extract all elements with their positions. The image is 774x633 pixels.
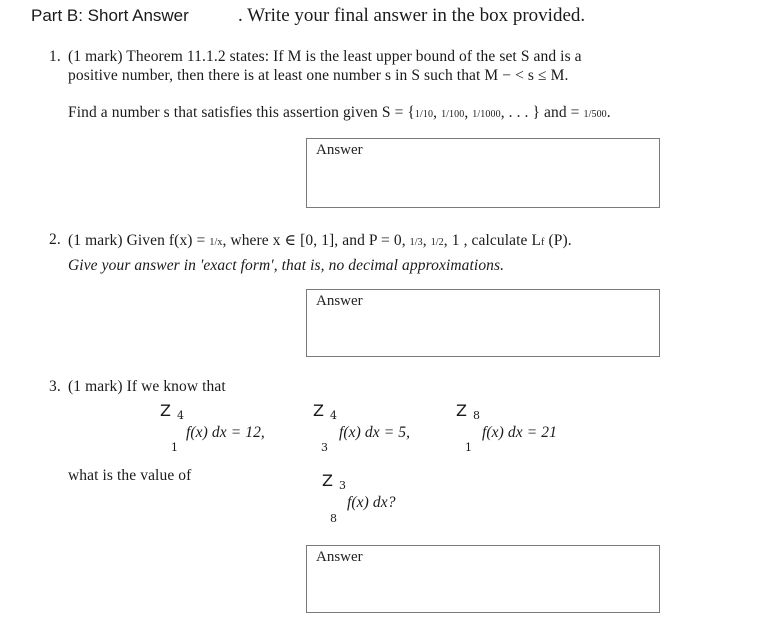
q3-line-1: (1 mark) If we know that — [68, 378, 226, 395]
q1-set-frac-2: 1/100 — [441, 109, 465, 120]
q1-answer-label: Answer — [316, 142, 363, 158]
integral-2-upper: 4 — [330, 409, 337, 422]
instruction-text: . Write your final answer in the box provided. — [238, 5, 586, 26]
part-title: Part B: Short Answer — [31, 6, 189, 25]
q2-answer-box[interactable] — [306, 289, 660, 357]
q3-what-line: what is the value of — [68, 467, 192, 484]
q2-line-1-cont: , 1 , calculate L — [443, 232, 542, 249]
q2-p-frac-2: 1/2 — [430, 237, 444, 248]
integral-4-lower: 8 — [330, 512, 337, 525]
q1-line-3-start: Find a number s that satisfies this assertion given S = { — [68, 104, 415, 121]
q2-line-1-mid: , where x ∈ [0, 1], and P = 0, — [222, 232, 406, 249]
q2-line-2: Give your answer in 'exact form', that is, no decimal approximations. — [68, 257, 505, 274]
integral-3-expr: f(x) dx = 21 — [482, 424, 557, 441]
q2-sub-f: f — [541, 237, 545, 248]
q2-fx-frac: 1/x — [209, 237, 223, 248]
q1-line-3-end: . — [606, 104, 611, 121]
integral-2-lower: 3 — [321, 441, 328, 454]
q2-line-1: (1 mark) Given f(x) = 1/x, where x ∈ [0, 1], and P = 0, 1/3, 1/2, 1 , calculate Lf (P). — [68, 232, 572, 249]
q1-line-1: (1 mark) Theorem 11.1.2 states: If M is the least upper bound of the set S and is a — [68, 48, 582, 65]
integral-sign-2: Z — [313, 401, 324, 420]
integral-sign-1: Z — [160, 401, 171, 420]
integral-1-lower: 1 — [171, 441, 178, 454]
q1-set-frac-1: 1/10 — [414, 109, 434, 120]
q1-set-frac-3: 1/1000 — [472, 109, 501, 120]
integral-3-upper: 8 — [473, 409, 480, 422]
integral-1-upper: 4 — [177, 409, 184, 422]
q2-p-frac-1: 1/3 — [409, 237, 423, 248]
integral-4-upper: 3 — [339, 479, 346, 492]
q1-line-3: Find a number s that satisfies this assertion given S = {1/10, 1/100, 1/1000, . . . } and = 1/500. — [68, 104, 611, 121]
q2-line-1-end: (P). — [548, 232, 572, 249]
q2-answer-label: Answer — [316, 293, 363, 309]
integral-sign-3: Z — [456, 401, 467, 420]
q2-line-1-start: (1 mark) Given f(x) = — [68, 232, 206, 249]
integral-sign-4: Z — [322, 471, 333, 490]
q3-number: 3. — [49, 378, 61, 395]
q1-line-3-mid: , . . . } and = — [500, 104, 580, 121]
integral-2-expr: f(x) dx = 5, — [339, 424, 411, 441]
integral-4-expr: f(x) dx? — [347, 494, 396, 511]
q3-answer-label: Answer — [316, 549, 363, 565]
q1-line-2: positive number, then there is at least one number s in S such that M − < s ≤ M. — [68, 67, 569, 84]
q3-answer-box[interactable] — [306, 545, 660, 613]
integral-3-lower: 1 — [465, 441, 472, 454]
integral-1-expr: f(x) dx = 12, — [186, 424, 265, 441]
q1-eps-frac: 1/500 — [583, 109, 607, 120]
q1-number: 1. — [49, 48, 61, 65]
q1-answer-box[interactable] — [306, 138, 660, 208]
q2-number: 2. — [49, 231, 61, 248]
